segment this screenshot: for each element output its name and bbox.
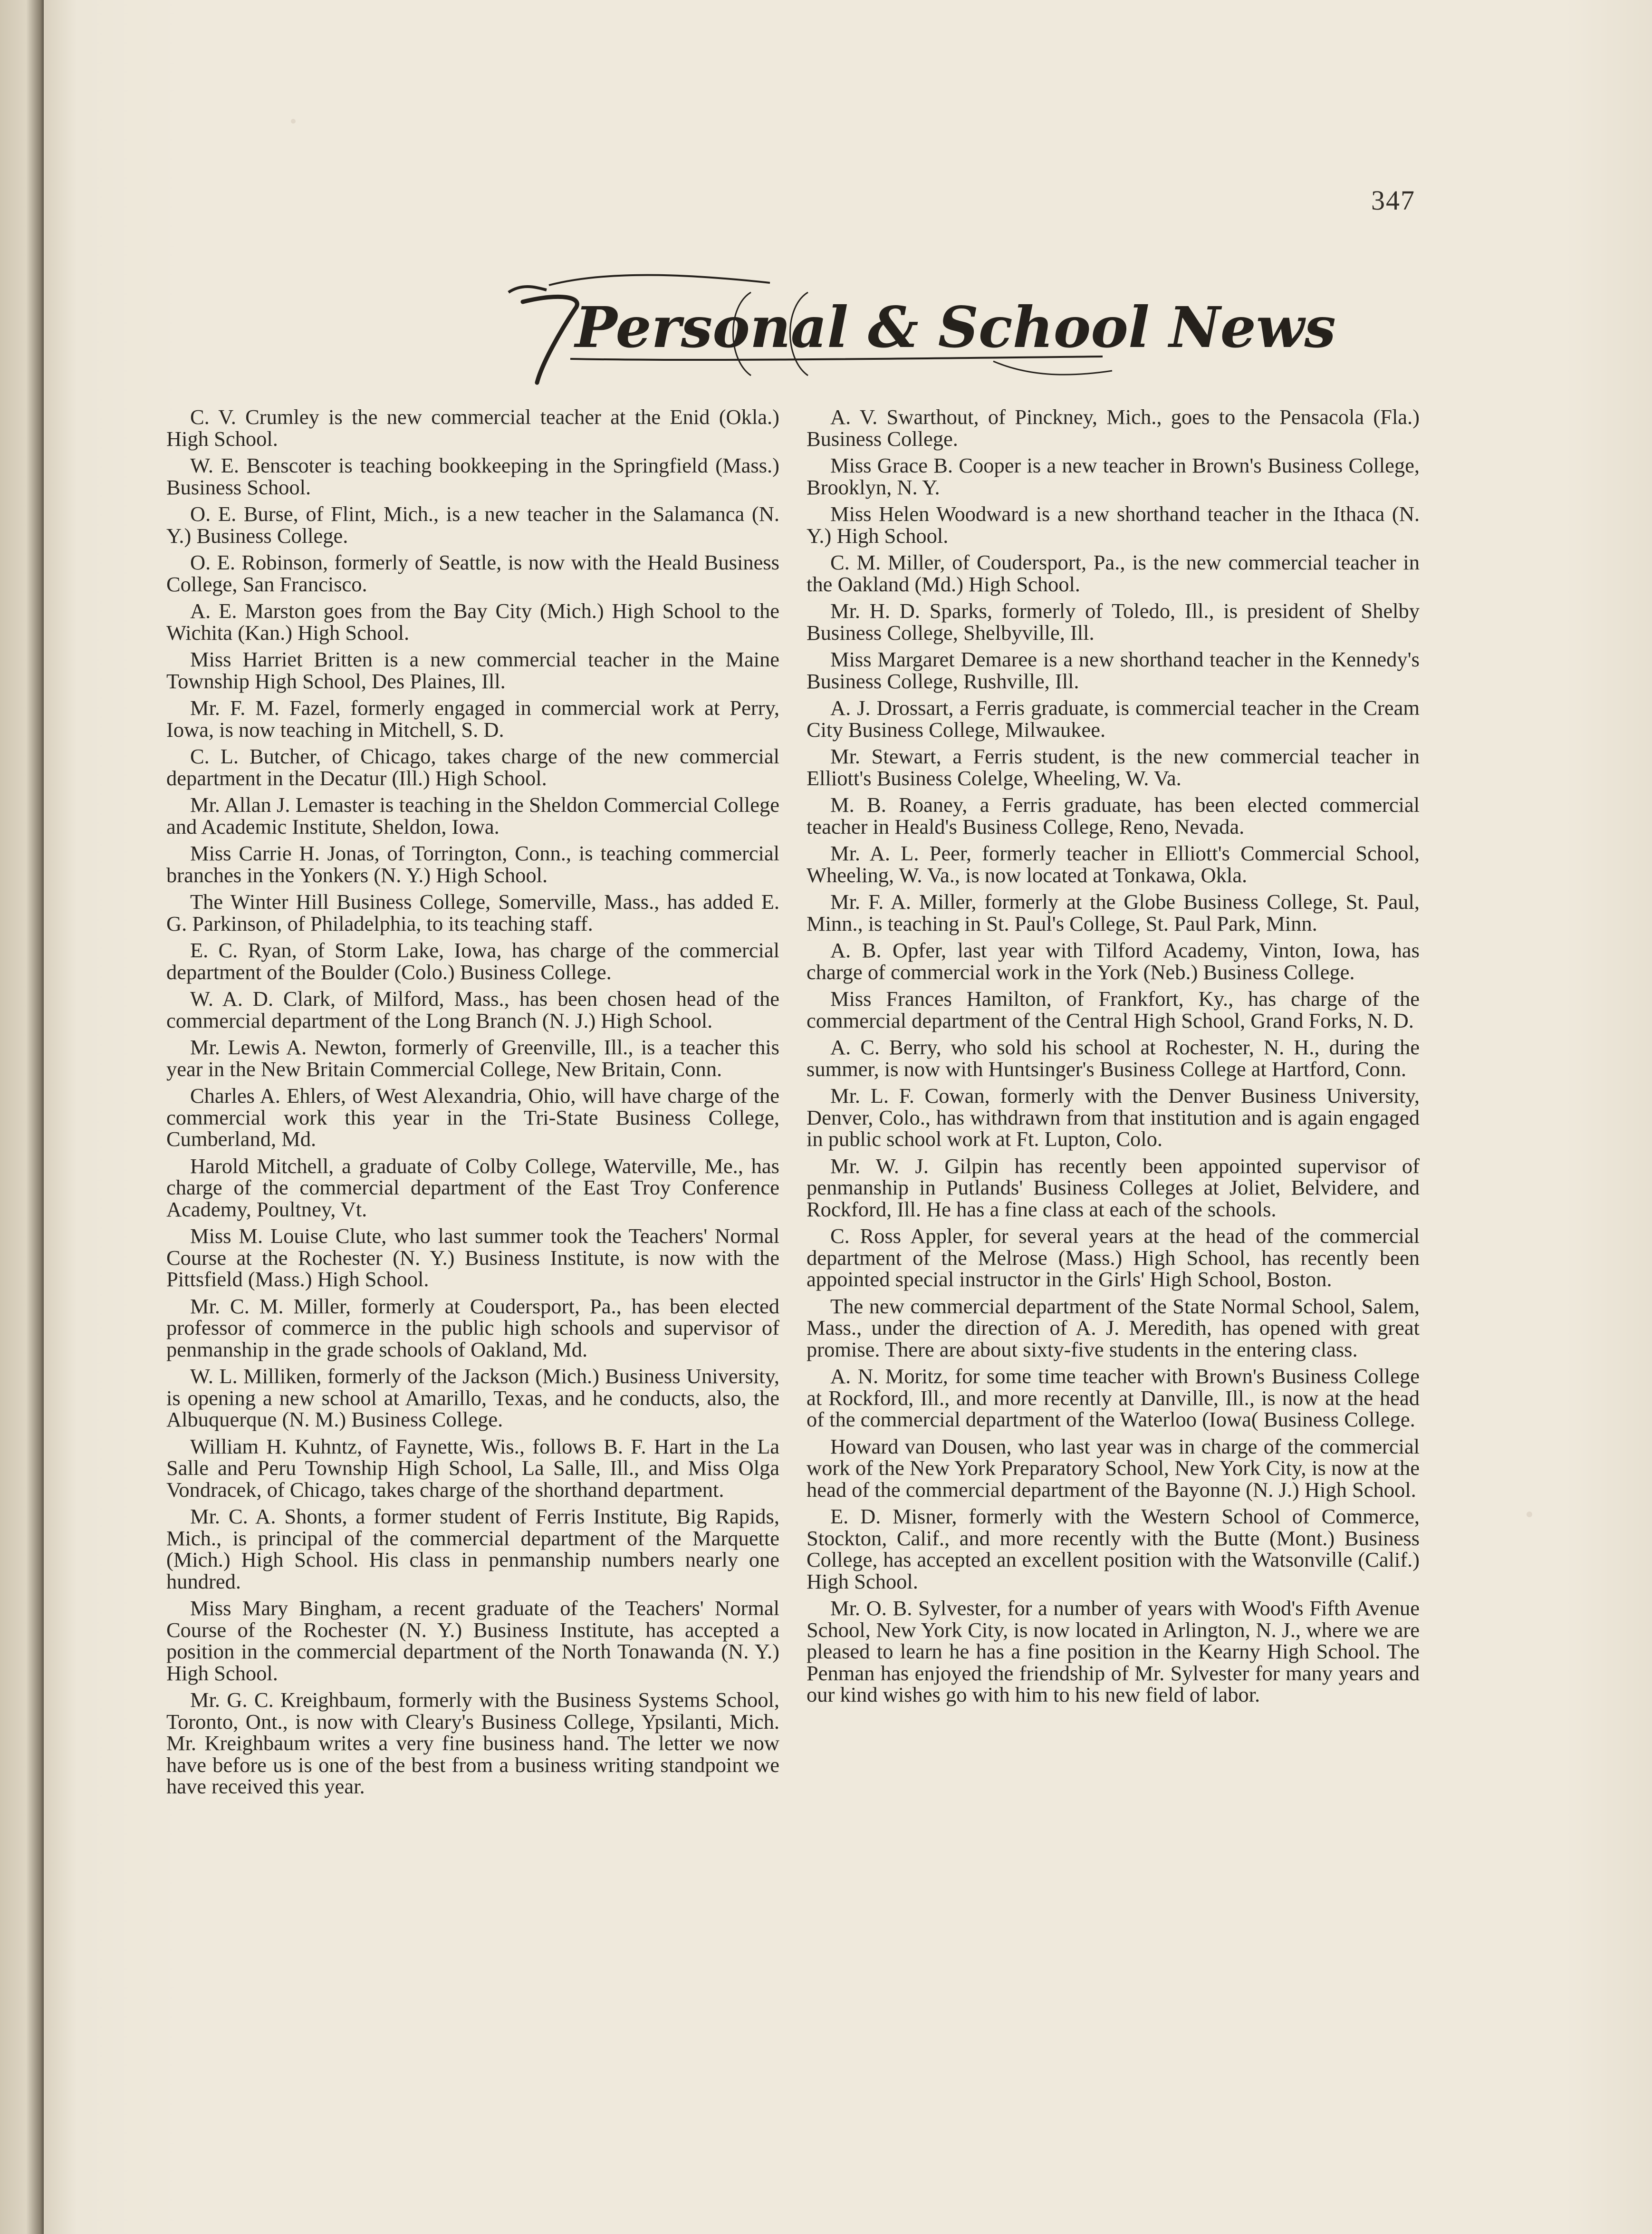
news-item: Miss Carrie H. Jonas, of Torrington, Conn., is teaching commercial branches in the Yonkers (N. Y.) High School. xyxy=(166,841,779,887)
news-item: The new commercial department of the State Normal School, Salem, Mass., under the direction of A. J. Meredith, has opened with great promise. There are about sixty-five students in the entering class. xyxy=(807,1294,1420,1361)
masthead-script-title xyxy=(504,264,1336,397)
news-item: A. C. Berry, who sold his school at Rochester, N. H., during the summer, is now with Huntsinger's Business College at Hartford, Conn. xyxy=(807,1035,1420,1081)
news-item: A. B. Opfer, last year with Tilford Academy, Vinton, Iowa, has charge of commercial work in the York (Neb.) Business College. xyxy=(807,938,1420,984)
tail-flourish xyxy=(993,361,1112,375)
news-item: Mr. O. B. Sylvester, for a number of years with Wood's Fifth Avenue School, New York City, is now located in Arlington, N. J., where we are pleased to learn he has a fine position in the Kearny High School. The Penman has enjoyed the friendship of Mr. Sylvester for many years and our kind wishes go with him to his new field of labor. xyxy=(807,1596,1420,1706)
news-item: W. A. D. Clark, of Milford, Mass., has been chosen head of the commercial department of the Long Branch (N. J.) High School. xyxy=(166,987,779,1032)
paper-speck xyxy=(1527,1512,1532,1517)
masthead-text: Personal & School News xyxy=(575,294,1336,360)
paper-speck xyxy=(291,119,296,124)
news-item: C. Ross Appler, for several years at the head of the commercial department of the Melrose (Mass.) High School, has recently been appointed special instructor in the Girls' High School, Boston. xyxy=(807,1224,1420,1291)
news-item: Miss Frances Hamilton, of Frankfort, Ky., has charge of the commercial department of the Central High School, Grand Forks, N. D. xyxy=(807,987,1420,1032)
news-item: E. C. Ryan, of Storm Lake, Iowa, has charge of the commercial department of the Boulder (Colo.) Business College. xyxy=(166,938,779,984)
news-item: W. L. Milliken, formerly of the Jackson (Mich.) Business University, is opening a new school at Amarillo, Texas, and he conducts, also, the Albuquerque (N. M.) Business College. xyxy=(166,1364,779,1431)
news-item: Miss Mary Bingham, a recent graduate of the Teachers' Normal Course of the Rochester (N. Y.) Business Institute, has accepted a position in the commercial department of the North Tonawanda (N. Y.) High School. xyxy=(166,1596,779,1685)
news-item: Mr. F. M. Fazel, formerly engaged in commercial work at Perry, Iowa, is now teaching in Mitchell, S. D. xyxy=(166,696,779,741)
news-item: Mr. L. F. Cowan, formerly with the Denver Business University, Denver, Colo., has withdrawn from that institution and is again engaged in public school work at Ft. Lupton, Colo. xyxy=(807,1084,1420,1151)
news-item: Mr. H. D. Sparks, formerly of Toledo, Ill., is president of Shelby Business College, Shelbyville, Ill. xyxy=(807,599,1420,645)
news-item: Mr. F. A. Miller, formerly at the Globe Business College, St. Paul, Minn., is teaching in St. Paul's College, St. Paul Park, Minn. xyxy=(807,890,1420,935)
previous-page-edge xyxy=(0,0,44,2234)
news-item: A. N. Moritz, for some time teacher with Brown's Business College at Rockford, Ill., and more recently at Danville, Ill., is now at the head of the commercial department of the Waterloo (Iowa( Business College. xyxy=(807,1364,1420,1431)
news-item: A. V. Swarthout, of Pinckney, Mich., goes to the Pensacola (Fla.) Business College. xyxy=(807,405,1420,451)
news-item: A. E. Marston goes from the Bay City (Mich.) High School to the Wichita (Kan.) High School. xyxy=(166,599,779,645)
news-item: M. B. Roaney, a Ferris graduate, has been elected commercial teacher in Heald's Business College, Reno, Nevada. xyxy=(807,793,1420,838)
news-item: Charles A. Ehlers, of West Alexandria, Ohio, will have charge of the commercial work this year in the Tri-State Business College, Cumberland, Md. xyxy=(166,1084,779,1151)
news-item: C. M. Miller, of Coudersport, Pa., is the new commercial teacher in the Oakland (Md.) High School. xyxy=(807,550,1420,596)
news-item: Harold Mitchell, a graduate of Colby College, Waterville, Me., has charge of the commercial department of the East Troy Conference Academy, Poultney, Vt. xyxy=(166,1154,779,1221)
news-item: Mr. Lewis A. Newton, formerly of Greenville, Ill., is a teacher this year in the New Britain Commercial College, New Britain, Conn. xyxy=(166,1035,779,1081)
news-item: Miss Margaret Demaree is a new shorthand teacher in the Kennedy's Business College, Rushville, Ill. xyxy=(807,647,1420,693)
quill-stroke xyxy=(523,297,577,383)
news-item: E. D. Misner, formerly with the Western School of Commerce, Stockton, Calif., and more recently with the Butte (Mont.) Business College, has accepted an excellent position with the Watsonville (Calif.) High School. xyxy=(807,1504,1420,1593)
news-item: W. E. Benscoter is teaching bookkeeping in the Springfield (Mass.) Business School. xyxy=(166,453,779,499)
news-item: C. L. Butcher, of Chicago, takes charge of the new commercial department in the Decatur (Ill.) High School. xyxy=(166,744,779,790)
news-item: Mr. C. M. Miller, formerly at Coudersport, Pa., has been elected professor of commerce in the public high schools and supervisor of penmanship in the grade schools of Oakland, Md. xyxy=(166,1294,779,1361)
news-item: Miss Helen Woodward is a new shorthand teacher in the Ithaca (N. Y.) High School. xyxy=(807,502,1420,548)
pen-flourish xyxy=(549,275,770,285)
news-item: Mr. G. C. Kreighbaum, formerly with the Business Systems School, Toronto, Ont., is now with Cleary's Business College, Ypsilanti, Mich. Mr. Kreighbaum writes a very fine business hand. The letter we now have before us is one of the best from a business writing standpoint we have received this year. xyxy=(166,1688,779,1798)
news-item: Mr. C. A. Shonts, a former student of Ferris Institute, Big Rapids, Mich., is principal of the commercial department of the Marquette (Mich.) High School. His class in penmanship numbers nearly one hundred. xyxy=(166,1504,779,1593)
news-item: C. V. Crumley is the new commercial teacher at the Enid (Okla.) High School. xyxy=(166,405,779,451)
news-item: Mr. Stewart, a Ferris student, is the new commercial teacher in Elliott's Business Colelge, Wheeling, W. Va. xyxy=(807,744,1420,790)
news-item: A. J. Drossart, a Ferris graduate, is commercial teacher in the Cream City Business College, Milwaukee. xyxy=(807,696,1420,741)
masthead xyxy=(504,264,1336,397)
news-item: Miss Harriet Britten is a new commercial teacher in the Maine Township High School, Des Plaines, Ill. xyxy=(166,647,779,693)
news-item: Mr. W. J. Gilpin has recently been appointed supervisor of penmanship in Putlands' Business Colleges at Joliet, Belvidere, and Rockford, Ill. He has a fine class at each of the schools. xyxy=(807,1154,1420,1221)
news-item: The Winter Hill Business College, Somerville, Mass., has added E. G. Parkinson, of Philadelphia, to its teaching staff. xyxy=(166,890,779,935)
news-item: O. E. Robinson, formerly of Seattle, is now with the Heald Business College, San Francisco. xyxy=(166,550,779,596)
news-item: William H. Kuhntz, of Faynette, Wis., follows B. F. Hart in the La Salle and Peru Township High School, La Salle, Ill., and Miss Olga Vondracek, of Chicago, takes charge of the shorthand department. xyxy=(166,1434,779,1502)
news-item: Mr. Allan J. Lemaster is teaching in the Sheldon Commercial College and Academic Institute, Sheldon, Iowa. xyxy=(166,793,779,838)
page-number: 347 xyxy=(1371,185,1415,216)
news-item: Miss M. Louise Clute, who last summer took the Teachers' Normal Course at the Rochester (N. Y.) Business Institute, is now with the Pittsfield (Mass.) High School. xyxy=(166,1224,779,1291)
news-item: O. E. Burse, of Flint, Mich., is a new teacher in the Salamanca (N. Y.) Business College. xyxy=(166,502,779,548)
news-item: Mr. A. L. Peer, formerly teacher in Elliott's Commercial School, Wheeling, W. Va., is now located at Tonkawa, Okla. xyxy=(807,841,1420,887)
left-column xyxy=(166,406,779,2003)
news-item: Howard van Dousen, who last year was in charge of the commercial work of the New York Preparatory School, New York City, is now at the head of the commercial department of the Bayonne (N. J.) High School. xyxy=(807,1434,1420,1502)
news-item: Miss Grace B. Cooper is a new teacher in Brown's Business College, Brooklyn, N. Y. xyxy=(807,453,1420,499)
quill-nib xyxy=(509,287,547,292)
right-column xyxy=(807,406,1420,2003)
